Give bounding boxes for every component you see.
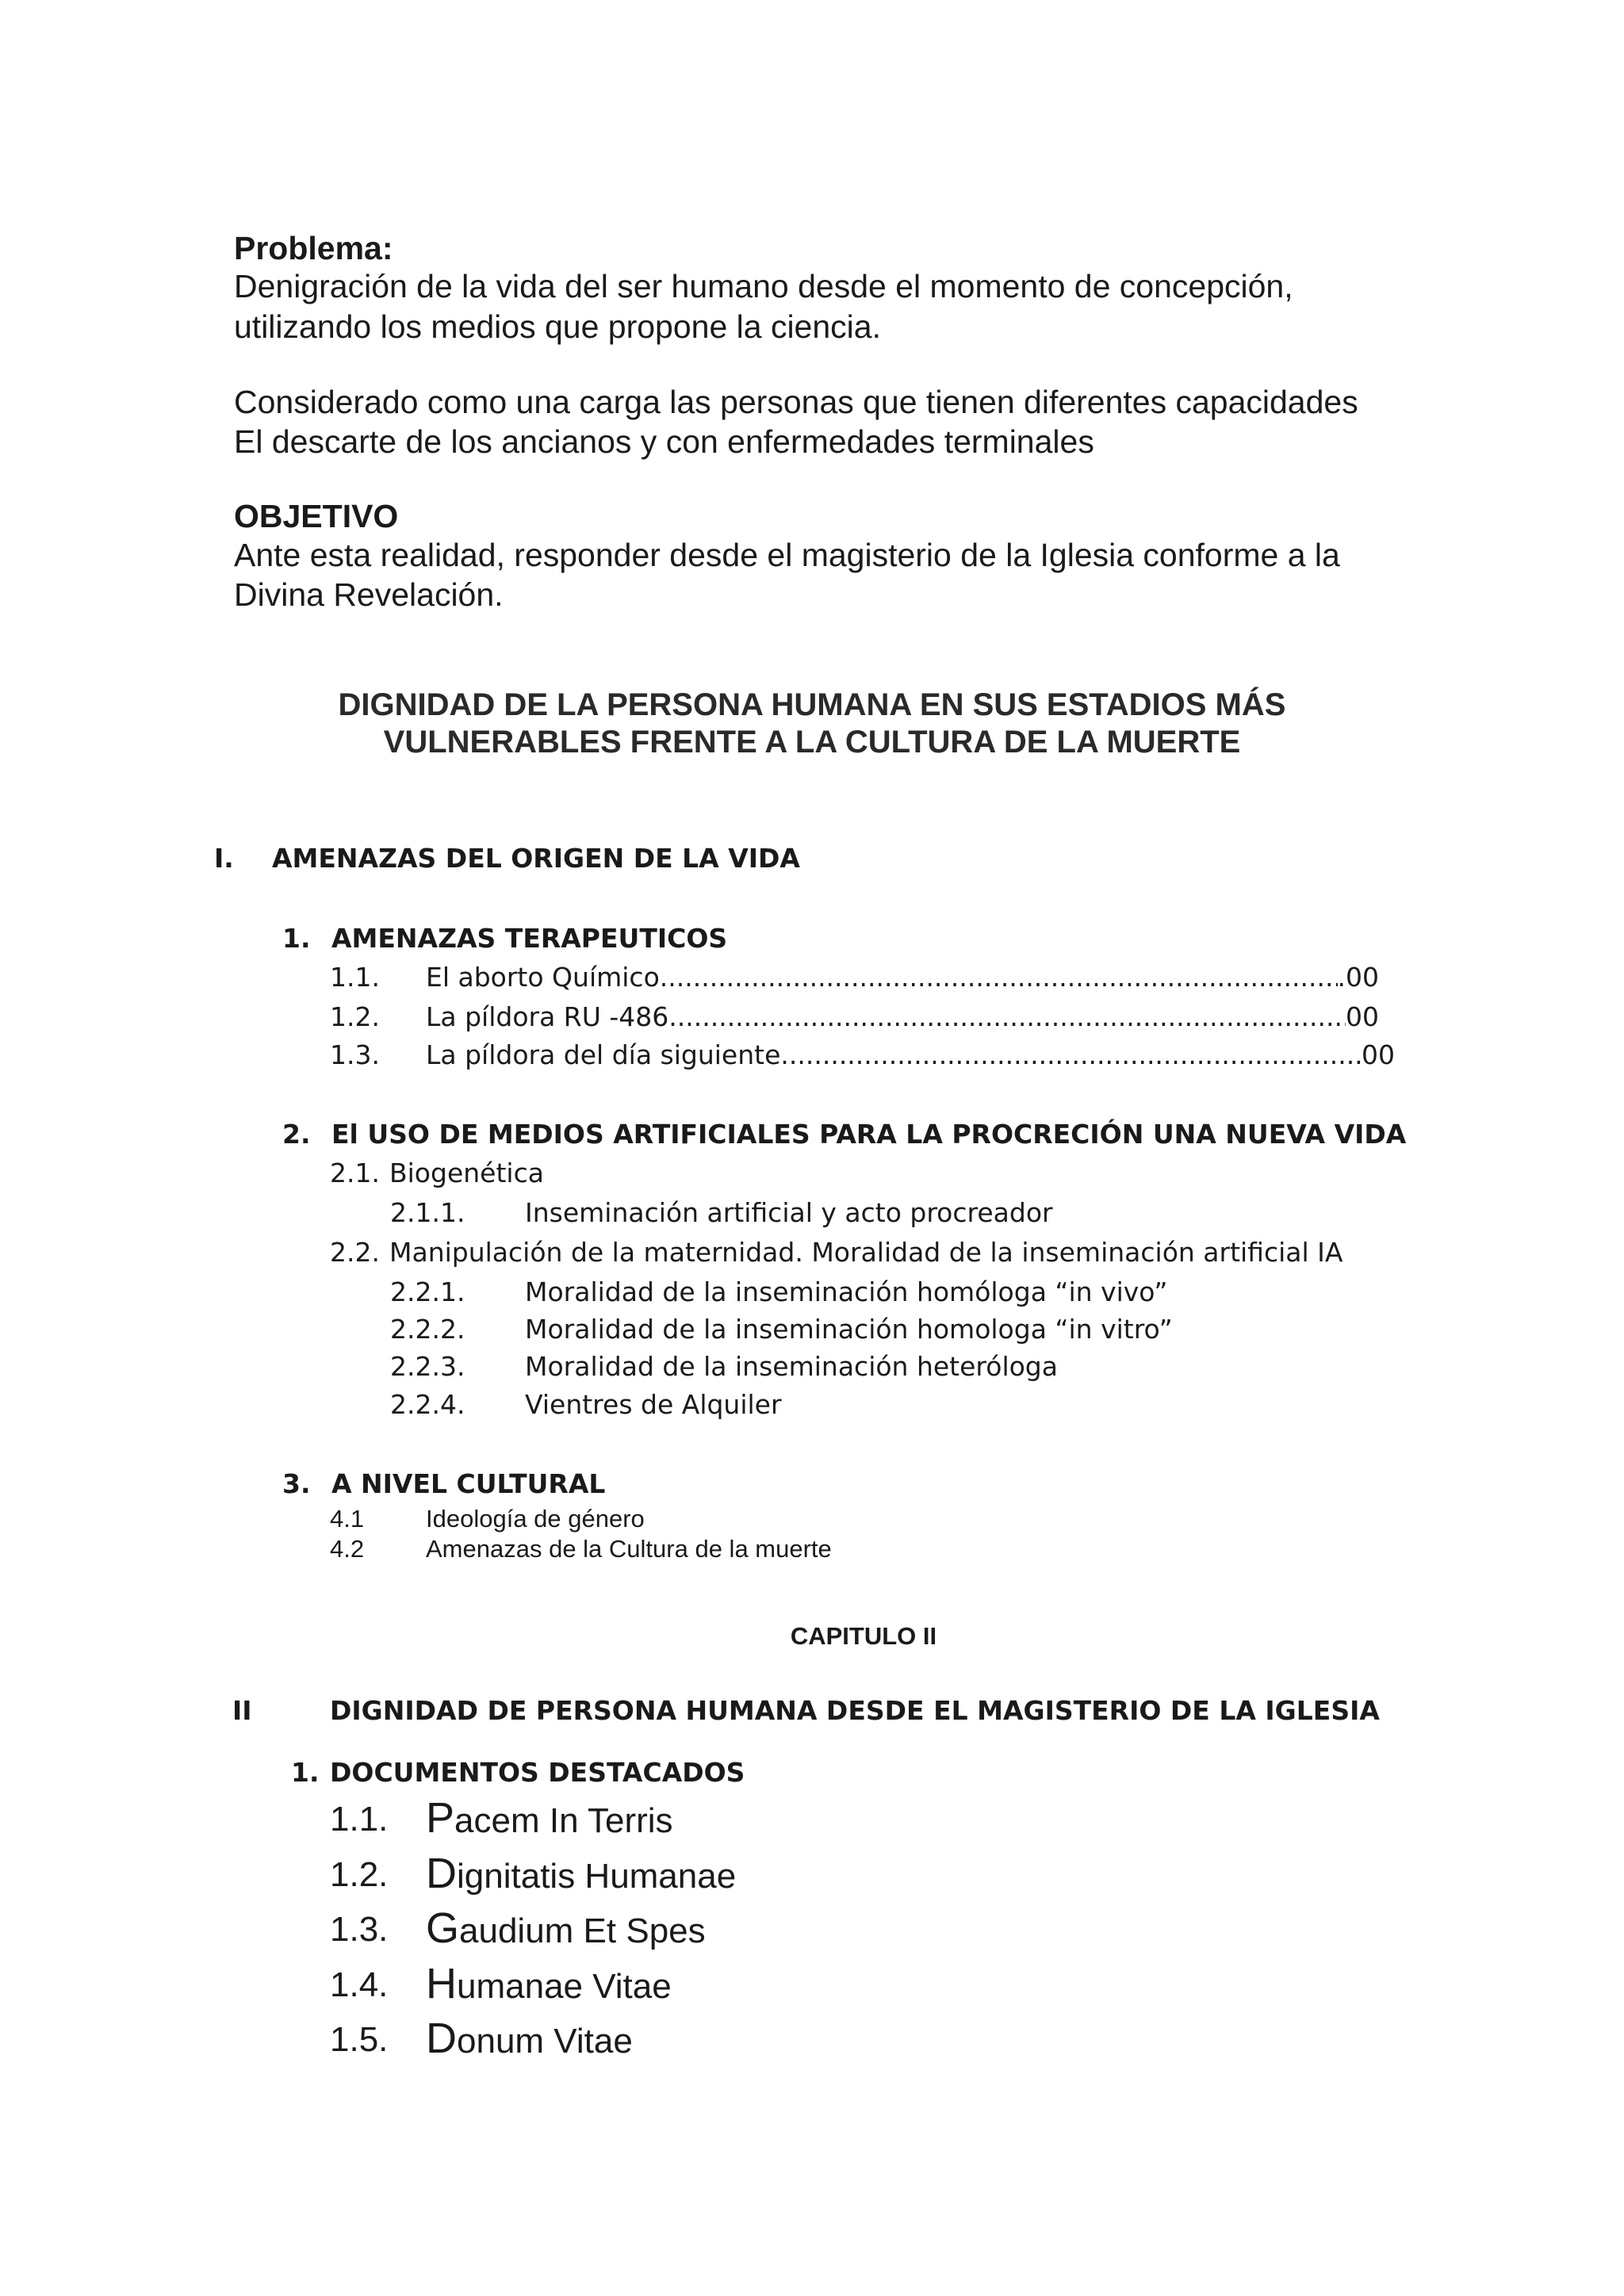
document-title-rest: umanae Vitae <box>457 1967 672 2006</box>
document-number: 1.1. <box>330 1800 389 1839</box>
document-title-rest: onum Vitae <box>457 2022 633 2061</box>
subitem-label: Moralidad de la inseminación heteróloga <box>525 1351 1058 1382</box>
subitem-number: 4.1 <box>330 1505 365 1533</box>
toc-item[interactable] <box>426 1039 1395 1070</box>
chapter-1-heading: AMENAZAS DEL ORIGEN DE LA VIDA <box>272 843 800 874</box>
document-initial: D <box>426 2015 457 2062</box>
objetivo-line-1: Ante esta realidad, responder desde el magisterio de la Iglesia conforme a la <box>234 537 1340 573</box>
dot-leader <box>660 962 1338 993</box>
document-title-rest: ignitatis Humanae <box>457 1857 737 1896</box>
subitem-number: 2.2.3. <box>390 1351 465 1382</box>
subitem-number: 2.2.2. <box>390 1314 465 1345</box>
document-title <box>426 2014 633 2063</box>
subitem-label: Moralidad de la inseminación homologa “in vitro” <box>525 1314 1173 1345</box>
document-initial: G <box>426 1904 460 1952</box>
subitem-number: 2.2.1. <box>390 1276 465 1307</box>
problema-line-1: Denigración de la vida del ser humano desde el momento de concepción, <box>234 268 1293 304</box>
section-1-heading: AMENAZAS TERAPEUTICOS <box>331 923 728 954</box>
section-1-number: 1. <box>282 923 311 954</box>
document-title <box>426 1793 673 1843</box>
subitem-number: 2.2.4. <box>390 1389 465 1420</box>
chapter-2-heading: DIGNIDAD DE PERSONA HUMANA DESDE EL MAGISTERIO DE LA IGLESIA <box>330 1695 1380 1726</box>
toc-item-number: 1.3. <box>330 1039 380 1070</box>
document-title <box>426 1904 706 1953</box>
document-initial: D <box>426 1850 457 1897</box>
objetivo-line-2: Divina Revelación. <box>234 576 504 613</box>
toc-item-number: 1.1. <box>330 962 380 993</box>
document-title-line-2: VULNERABLES FRENTE A LA CULTURA DE LA MUERTE <box>383 725 1241 760</box>
toc-item-label: La píldora del día siguiente <box>426 1039 781 1070</box>
section-3-heading: A NIVEL CULTURAL <box>331 1468 606 1499</box>
document-number: 1.3. <box>330 1910 389 1949</box>
chapter-2-caption: CAPITULO II <box>790 1622 937 1650</box>
document-title-rest: acem In Terris <box>454 1801 673 1840</box>
document-initial: H <box>426 1960 457 2007</box>
toc-item[interactable] <box>426 962 1379 993</box>
toc-item-page: 00 <box>1362 1039 1395 1070</box>
toc-item[interactable] <box>426 1001 1379 1032</box>
toc-item-label: El aborto Químico <box>426 962 660 993</box>
document-number: 1.5. <box>330 2020 389 2059</box>
document-title-rest: audium Et Spes <box>459 1911 706 1950</box>
document-number: 1.4. <box>330 1965 389 2004</box>
subitem-label: Inseminación artificial y acto procreador <box>525 1197 1053 1228</box>
toc-item-page: .00 <box>1337 962 1379 993</box>
carga-line-1: Considerado como una carga las personas que tienen diferentes capacidades <box>234 384 1358 420</box>
document-title-line-1: DIGNIDAD DE LA PERSONA HUMANA EN SUS ESTADIOS MÁS <box>338 687 1286 722</box>
document-title <box>426 1959 672 2008</box>
objetivo-label: OBJETIVO <box>234 498 399 534</box>
document-number: 1.2. <box>330 1855 389 1894</box>
document-initial: P <box>426 1794 455 1842</box>
dot-leader <box>668 1001 1346 1032</box>
chapter-2-number: II <box>232 1695 252 1726</box>
subsection-label: Manipulación de la maternidad. Moralidad de la inseminación artificial IA <box>389 1237 1343 1268</box>
carga-line-2: El descarte de los ancianos y con enfermedades terminales <box>234 423 1094 460</box>
section-2-number: 2. <box>282 1119 311 1150</box>
subitem-label: Moralidad de la inseminación homóloga “in vivo” <box>525 1276 1168 1307</box>
section-2-heading: El USO DE MEDIOS ARTIFICIALES PARA LA PROCRECIÓN UNA NUEVA VIDA <box>331 1119 1407 1150</box>
toc-item-number: 1.2. <box>330 1001 380 1032</box>
document-title <box>426 1849 736 1898</box>
problema-label: Problema: <box>234 230 393 266</box>
subsection-number: 2.2. <box>330 1237 380 1268</box>
toc-item-page: 00 <box>1346 1001 1379 1032</box>
dot-leader <box>780 1039 1362 1070</box>
toc-item-label: La píldora RU -486 <box>426 1001 669 1032</box>
chapter-2-section-number: 1. <box>291 1757 320 1788</box>
subitem-number: 2.1.1. <box>390 1197 465 1228</box>
subitem-label: Amenazas de la Cultura de la muerte <box>426 1535 832 1563</box>
problema-line-2: utilizando los medios que propone la ciencia. <box>234 308 881 345</box>
section-3-number: 3. <box>282 1468 311 1499</box>
chapter-1-number: I. <box>214 843 234 874</box>
subsection-label: Biogenética <box>389 1158 544 1188</box>
subitem-label: Vientres de Alquiler <box>525 1389 782 1420</box>
subitem-number: 4.2 <box>330 1535 365 1563</box>
chapter-2-section-heading: DOCUMENTOS DESTACADOS <box>330 1757 745 1788</box>
subitem-label: Ideología de género <box>426 1505 645 1533</box>
subsection-number: 2.1. <box>330 1158 380 1188</box>
